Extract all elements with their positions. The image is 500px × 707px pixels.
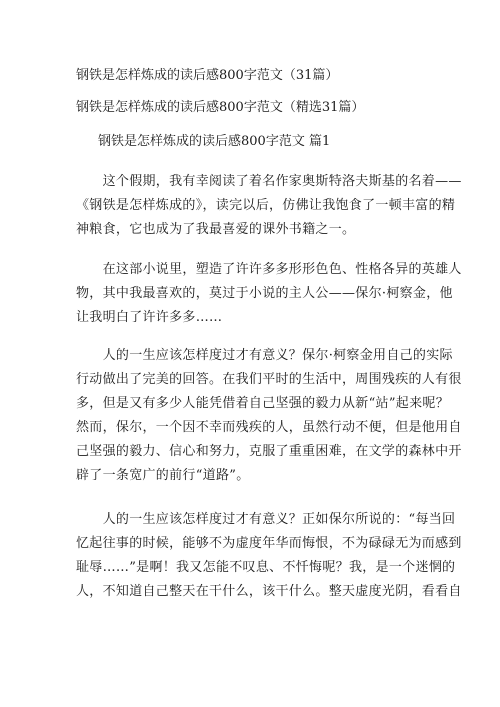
paragraph-line: 人的一生应该怎样度过才有意义？正如保尔所说的：“每当回	[76, 512, 456, 527]
paragraph-line: 然而，保尔，一个因不幸而残疾的人，虽然行动不便，但是他用自	[76, 420, 462, 435]
paragraph-2	[76, 258, 462, 330]
paragraph-line: 《钢铁是怎样炼成的》，读完以后，仿佛让我饱食了一顿丰富的精	[76, 198, 456, 213]
paragraph-line: 人的一生应该怎样度过才有意义？保尔·柯察金用自己的实际	[76, 348, 453, 363]
paragraph-line: 耻辱……”是啊！我又怎能不叹息、不忏悔呢？我，是一个迷惘的	[76, 560, 456, 575]
paragraph-line: 物，其中我最喜欢的，莫过于小说的主人公——保尔·柯察金，他	[76, 286, 453, 301]
paragraph-line: 己坚强的毅力、信心和努力，克服了重重困难，在文学的森林中开	[76, 444, 462, 459]
paragraph-line: 在这部小说里，塑造了许许多多形形色色、性格各异的英雄人	[76, 262, 462, 277]
paragraph-line: 行动做出了完美的回答。在我们平时的生活中，周围残疾的人有很	[76, 372, 462, 387]
paragraph-line: 神粮食，它也成为了我最喜爱的课外书籍之一。	[76, 222, 356, 237]
document-title: 钢铁是怎样炼成的读后感800字范文（31篇）	[76, 68, 339, 83]
paragraph-4	[76, 508, 462, 604]
paragraph-3	[76, 344, 462, 488]
paragraph-line: 辟了一条宽广的前行“道路”。	[76, 468, 250, 483]
paragraph-1	[76, 170, 462, 242]
paragraph-line: 让我明白了许许多多……	[76, 310, 223, 325]
paragraph-line: 人，不知道自己整天在干什么，该干什么。整天虚度光阴，看看自	[76, 584, 462, 599]
document-subtitle: 钢铁是怎样炼成的读后感800字范文（精选31篇）	[76, 100, 365, 115]
paragraph-line: 多，但是又有多少人能凭借着自己坚强的毅力从新“站”起来呢？	[76, 396, 449, 411]
section-heading: 钢铁是怎样炼成的读后感800字范文 篇1	[98, 134, 331, 149]
paragraph-line: 忆起往事的时候，能够不为虚度年华而悔恨，不为碌碌无为而感到	[76, 536, 462, 551]
paragraph-line: 这个假期，我有幸阅读了着名作家奥斯特洛夫斯基的名着——	[76, 174, 462, 189]
